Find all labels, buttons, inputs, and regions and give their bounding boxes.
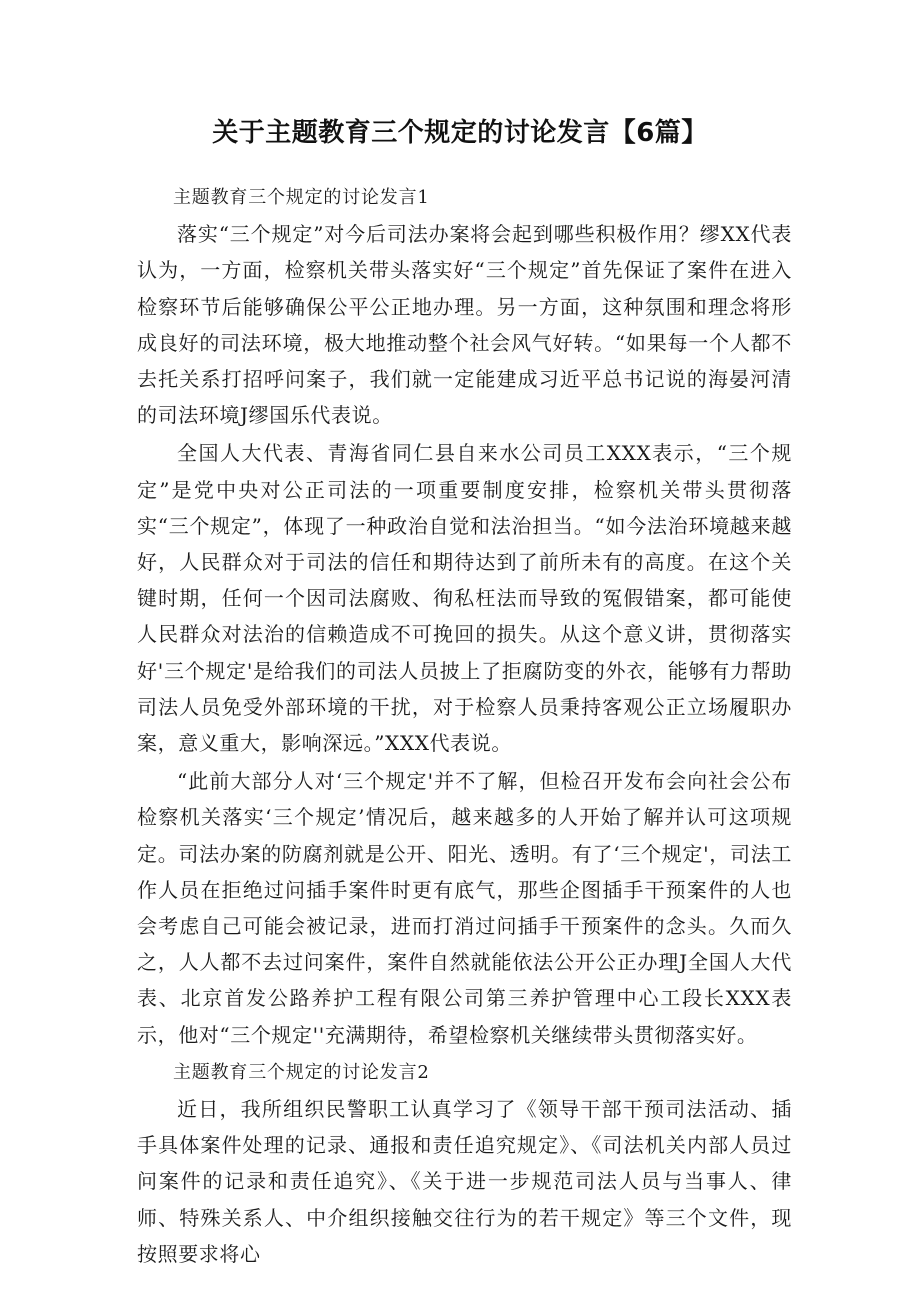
paragraph: 近日，我所组织民警职工认真学习了《领导干部干预司法活动、插手具体案件处理的记录、通报和责任追究规定》、《司法机关内部人员过问案件的记录和责任追究》、《关于进一步规范司法人员与当事人、律师、特殊关系人、中介组织接触交往行为的若干规定》等三个文件，现按照要求将心 [137,1097,792,1266]
document-title: 关于主题教育三个规定的讨论发言【6篇】 [212,118,708,148]
section-heading-2: 主题教育三个规定的讨论发言2 [173,1061,430,1083]
document-body [137,180,792,1272]
paragraph: 全国人大代表、青海省同仁县自来水公司员工XXX表示，“三个规定”是党中央对公正司法的一项重要制度安排，检察机关带头贯彻落实“三个规定”，体现了一种政治自觉和法治担当。“如今法治环境越来越好，人民群众对于司法的信任和期待达到了前所未有的高度。在这个关键时期，任何一个因司法腐败、徇私枉法而导致的冤假错案，都可能使人民群众对法治的信赖造成不可挽回的损失。从这个意义讲，贯彻落实好'三个规定'是给我们的司法人员披上了拒腐防变的外衣，能够有力帮助司法人员免受外部环境的干扰，对于检察人员秉持客观公正立场履职办案，意义重大，影响深远。”XXX代表说。 [137,441,792,756]
paragraph: 落实“三个规定”对今后司法办案将会起到哪些积极作用？缪XX代表认为，一方面，检察机关带头落实好“三个规定”首先保证了案件在进入检察环节后能够确保公平公正地办理。另一方面，这种氛围和理念将形成良好的司法环境，极大地推动整个社会风气好转。“如果每一个人都不去托关系打招呼问案子，我们就一定能建成习近平总书记说的海晏河清的司法环境J缪国乐代表说。 [137,222,792,428]
paragraph: “此前大部分人对‘三个规定'并不了解，但检召开发布会向社会公布检察机关落实‘三个规定’情况后，越来越多的人开始了解并认可这项规定。司法办案的防腐剂就是公开、阳光、透明。有了‘三个规定'，司法工作人员在拒绝过问插手案件时更有底气，那些企图插手干预案件的人也会考虑自己可能会被记录，进而打消过问插手干预案件的念头。久而久之，人人都不去过问案件，案件自然就能依法公开公正办理J全国人大代表、北京首发公路养护工程有限公司第三养护管理中心工段长XXX表示，他对“三个规定''充满期待，希望检察机关继续带头贯彻落实好。 [137,769,792,1047]
section-heading-1: 主题教育三个规定的讨论发言1 [173,187,430,208]
